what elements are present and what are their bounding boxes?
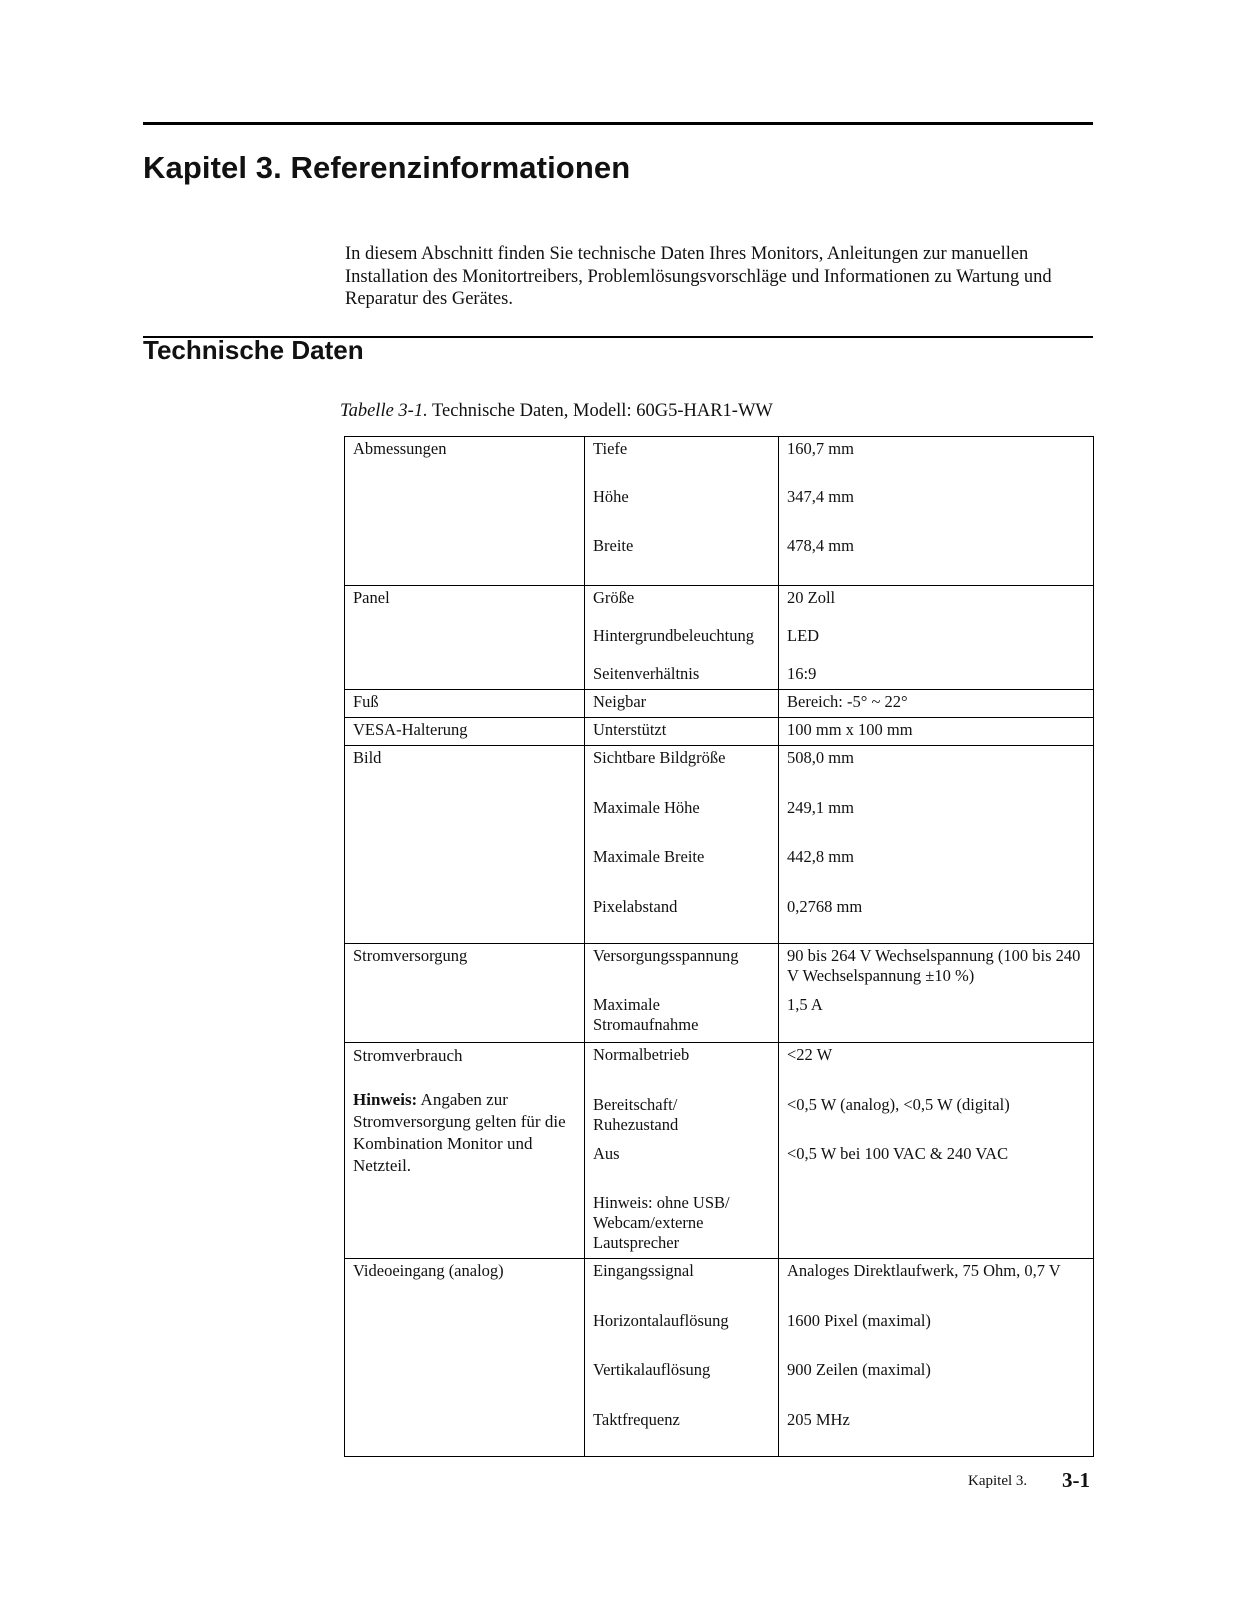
property-value: 900 Zeilen (maximal) — [787, 1360, 931, 1379]
table-caption — [340, 401, 773, 422]
property-value: 478,4 mm — [787, 536, 854, 555]
property-cell — [585, 690, 779, 718]
table-row — [345, 1043, 1094, 1259]
category-cell — [345, 746, 585, 944]
table-row — [345, 437, 1094, 586]
property-name: Sichtbare Bildgröße — [593, 748, 726, 767]
property-value: 1600 Pixel (maximal) — [787, 1310, 931, 1330]
property-cell — [585, 746, 779, 944]
category-cell — [345, 586, 585, 690]
specs-table — [344, 436, 1094, 1457]
table-row — [345, 718, 1094, 746]
category-label: Stromverbrauch — [353, 1046, 463, 1065]
intro-paragraph: In diesem Abschnitt finden Sie technische Daten Ihres Monitors, Anleitungen zur manuellen Installation des Monitortreibers, Problemlösungsvorschläge und Informationen zu Wartung und Reparatur des Gerätes. — [345, 244, 1052, 309]
table-row — [345, 586, 1094, 690]
property-name: Taktfrequenz — [593, 1409, 680, 1429]
category-label: Bild — [353, 748, 382, 767]
property-value: 1,5 A — [787, 995, 823, 1014]
property-value: 90 bis 264 V Wechselspannung (100 bis 240 V Wechselspannung ±10 %) — [787, 946, 1081, 985]
property-name: Seitenverhältnis — [593, 664, 700, 683]
category-cell — [345, 944, 585, 1043]
property-value: 160,7 mm — [787, 439, 854, 458]
property-value: 205 MHz — [787, 1409, 850, 1429]
table-row — [345, 746, 1094, 944]
power-note-label: Hinweis: — [353, 1090, 418, 1109]
category-cell — [345, 1043, 585, 1259]
value-cell — [779, 1259, 1094, 1457]
property-cell — [585, 586, 779, 690]
property-value: 249,1 mm — [787, 797, 854, 817]
category-cell — [345, 718, 585, 746]
property-cell — [585, 944, 779, 1043]
category-cell — [345, 690, 585, 718]
property-value: 16:9 — [787, 664, 817, 683]
power-note-text: Angaben zur Stromversorgung gelten für die Kombination Monitor und Netzteil. — [353, 1090, 566, 1175]
property-name: Aus — [593, 1144, 620, 1163]
property-name: Höhe — [593, 486, 629, 506]
property-value: Bereich: -5° ~ 22° — [787, 692, 908, 711]
property-value: 100 mm x 100 mm — [787, 720, 913, 739]
property-name: Horizontalauflösung — [593, 1310, 729, 1330]
value-cell — [779, 586, 1094, 690]
chapter-title: Kapitel 3. Referenzinformationen — [143, 150, 631, 185]
property-value: 20 Zoll — [787, 588, 836, 607]
property-value: <22 W — [787, 1045, 833, 1064]
category-label: Videoeingang (analog) — [353, 1261, 504, 1280]
table-caption-label: Tabelle 3-1. — [340, 401, 428, 421]
property-cell — [585, 718, 779, 746]
property-name: Maximale Höhe — [593, 797, 700, 817]
page-number: 3-1 — [1062, 1468, 1090, 1492]
property-name: Bereitschaft/ Ruhezustand — [593, 1095, 679, 1134]
property-name: Versorgungsspannung — [593, 946, 739, 965]
category-label: Abmessungen — [353, 439, 447, 458]
property-name: Maximale Breite — [593, 847, 705, 866]
category-label: VESA-Halterung — [353, 720, 468, 739]
category-label: Stromversorgung — [353, 946, 468, 965]
property-name: Eingangssignal — [593, 1261, 694, 1280]
property-name: Hinweis: ohne USB/ Webcam/externe Lautsprecher — [593, 1193, 730, 1252]
power-note — [353, 1089, 576, 1177]
property-name: Größe — [593, 588, 635, 607]
category-cell — [345, 437, 585, 586]
property-name: Pixelabstand — [593, 896, 678, 916]
property-name: Breite — [593, 536, 634, 555]
table-row — [345, 690, 1094, 718]
property-value: 508,0 mm — [787, 748, 854, 767]
property-cell — [585, 1043, 779, 1259]
chapter-rule — [143, 122, 1093, 125]
value-cell — [779, 690, 1094, 718]
property-value: 347,4 mm — [787, 486, 854, 506]
property-name: Tiefe — [593, 439, 628, 458]
value-cell — [779, 944, 1094, 1043]
property-value: 0,2768 mm — [787, 896, 863, 916]
property-value: LED — [787, 626, 820, 645]
property-name: Unterstützt — [593, 720, 667, 739]
category-label: Panel — [353, 588, 390, 607]
footer-chapter-label: Kapitel 3. — [968, 1473, 1028, 1489]
table-caption-text: Technische Daten, Modell: 60G5-HAR1-WW — [427, 401, 773, 421]
property-value: 442,8 mm — [787, 847, 854, 866]
property-name: Normalbetrieb — [593, 1045, 690, 1064]
property-cell — [585, 1259, 779, 1457]
property-value: Analoges Direktlaufwerk, 75 Ohm, 0,7 V — [787, 1261, 1061, 1280]
value-cell — [779, 718, 1094, 746]
table-row — [345, 1259, 1094, 1457]
value-cell — [779, 1043, 1094, 1259]
property-value: <0,5 W (analog), <0,5 W (digital) — [787, 1095, 1010, 1114]
value-cell — [779, 746, 1094, 944]
table-row — [345, 944, 1094, 1043]
property-cell — [585, 437, 779, 586]
category-cell — [345, 1259, 585, 1457]
property-value: <0,5 W bei 100 VAC & 240 VAC — [787, 1144, 1009, 1163]
property-name: Neigbar — [593, 692, 647, 711]
category-label: Fuß — [353, 692, 379, 711]
value-cell — [779, 437, 1094, 586]
property-name: Hintergrundbeleuchtung — [593, 626, 754, 645]
property-name: Vertikalauflösung — [593, 1360, 711, 1379]
property-name: Maximale Stromaufnahme — [593, 995, 699, 1034]
section-title: Technische Daten — [143, 335, 364, 365]
